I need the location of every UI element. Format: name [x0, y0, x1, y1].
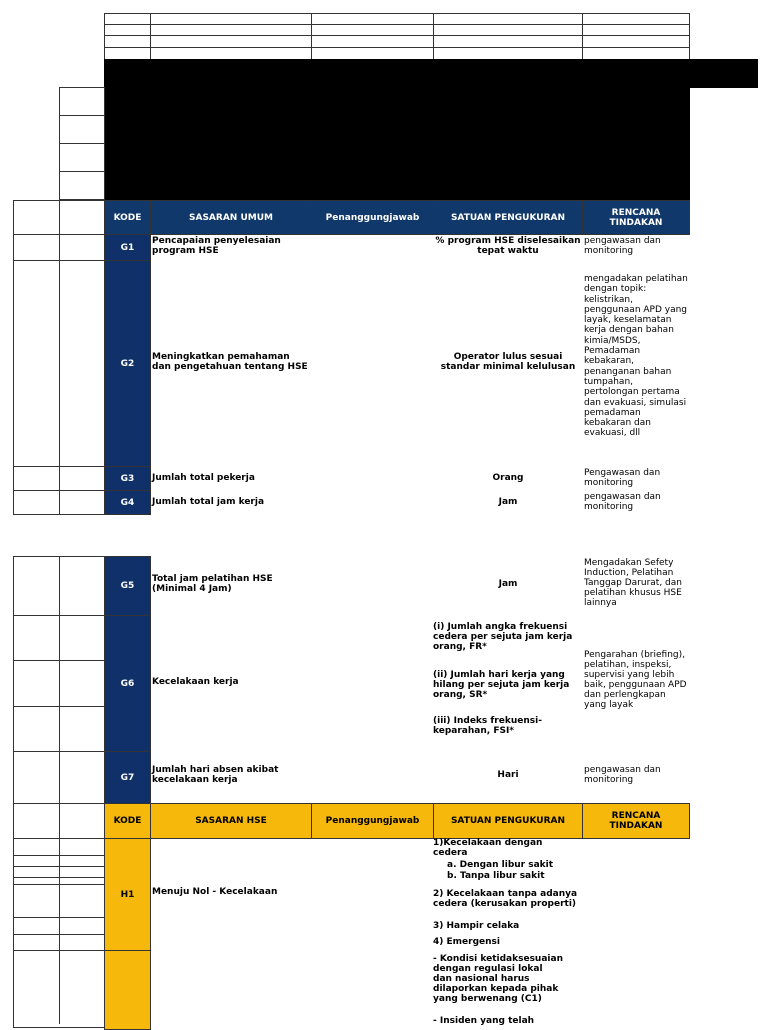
- header-kode: KODE: [104, 200, 151, 235]
- left-cell: [13, 466, 60, 491]
- left-cell: [13, 803, 60, 839]
- code-g6: G6: [104, 615, 151, 752]
- grid-line: [433, 13, 434, 60]
- left-cell: [13, 260, 60, 467]
- grid-line: [13, 660, 105, 661]
- header-satuan: SATUAN PENGUKURAN: [433, 200, 583, 235]
- h1-satuan-1b: b. Tanpa libur sakit: [447, 871, 545, 881]
- header-rencana-hse: RENCANA TINDAKAN: [582, 803, 690, 839]
- code-g2: G2: [104, 260, 151, 467]
- g3-sasaran: Jumlah total pekerja: [152, 473, 255, 483]
- h1-satuan-2: 2) Kecelakaan tanpa adanya cedera (kerusakan properti): [433, 889, 578, 909]
- grid-line: [311, 13, 312, 60]
- code-g1: G1: [104, 234, 151, 261]
- grid-line: [13, 877, 105, 878]
- g3-satuan: Orang: [492, 473, 524, 483]
- header-penanggungjawab-hse: Penanggungjawab: [311, 803, 434, 839]
- h1-satuan-6: - Insiden yang telah: [433, 1016, 535, 1026]
- left-box: [59, 200, 105, 235]
- h1-satuan-3: 3) Hampir celaka: [433, 921, 520, 931]
- grid-line: [59, 143, 105, 144]
- header-penanggungjawab: Penanggungjawab: [311, 200, 434, 235]
- g6-satuan-1: (i) Jumlah angka frekuensi cedera per sejuta jam kerja orang, FR*: [433, 622, 573, 652]
- code-g4: G4: [104, 490, 151, 515]
- g2-rencana: mengadakan pelatihan dengan topik: kelistrikan, penggunaan APD yang layak, keselamatan kerja dengan bahan kimia/MSDS, Pemadaman kebakaran, penanganan bahan tumpahan, pertolongan pertama dan evakuasi, simulasi pemadaman kebakaran dan evakuasi, dll: [584, 274, 688, 439]
- g1-sasaran: Pencapaian penyelesaian program HSE: [152, 236, 281, 256]
- code-h1: H1: [104, 838, 151, 951]
- code-h1-cont: [104, 950, 151, 1030]
- left-cell: [59, 466, 105, 491]
- g1-rencana: pengawasan dan monitoring: [584, 236, 661, 256]
- g5-sasaran: Total jam pelatihan HSE (Minimal 4 Jam): [152, 574, 273, 594]
- g6-satuan-2: (ii) Jumlah hari kerja yang hilang per sejuta jam kerja orang, SR*: [433, 670, 570, 700]
- grid-line: [13, 855, 105, 856]
- grid-line: [582, 13, 583, 60]
- grid-line: [13, 706, 105, 707]
- left-cell: [59, 490, 105, 515]
- h1-satuan-1: 1)Kecelakaan dengan cedera: [433, 838, 543, 858]
- code-g7: G7: [104, 751, 151, 804]
- left-cell: [13, 490, 60, 515]
- h1-satuan-5: - Kondisi ketidaksesuaian dengan regulasi lokal dan nasional harus dilaporkan kepada pihak yang berwenang (C1): [433, 954, 563, 1004]
- top-grid: [104, 13, 690, 60]
- g7-sasaran: Jumlah hari absen akibat kecelakaan kerja: [152, 765, 279, 785]
- g1-satuan: % program HSE diselesaikan tepat waktu: [435, 236, 581, 256]
- left-cell: [59, 803, 105, 839]
- left-cell: [59, 234, 105, 261]
- redacted-block: [104, 59, 690, 200]
- grid-line: [104, 24, 690, 25]
- g5-rencana: Mengadakan Sefety Induction, Pelatihan Tanggap Darurat, dan pelatihan khusus HSE lainnya: [584, 558, 682, 608]
- g6-sasaran: Kecelakaan kerja: [152, 677, 239, 687]
- grid-line: [59, 115, 105, 116]
- grid-line: [13, 884, 105, 885]
- g4-satuan: Jam: [498, 497, 518, 507]
- redacted-block: [690, 59, 758, 88]
- left-box: [13, 200, 60, 235]
- g6-rencana: Pengarahan (briefing), pelatihan, inspeksi, supervisi yang lebih baik, penggunaan APD dan perlengkapan yang layak: [584, 650, 687, 710]
- g5-satuan: Jam: [498, 579, 518, 589]
- code-g3: G3: [104, 466, 151, 491]
- header-rencana: RENCANA TINDAKAN: [582, 200, 690, 235]
- g2-satuan: Operator lulus sesuai standar minimal kelulusan: [440, 352, 576, 372]
- left-cell: [13, 615, 60, 752]
- grid-line: [104, 47, 690, 48]
- h1-satuan-1a: a. Dengan libur sakit: [447, 860, 554, 870]
- g2-sasaran: Meningkatkan pemahaman dan pengetahuan tentang HSE: [152, 352, 308, 372]
- grid-line: [104, 35, 690, 36]
- left-cell: [59, 751, 105, 804]
- g7-rencana: pengawasan dan monitoring: [584, 765, 661, 785]
- left-cell: [59, 615, 105, 752]
- left-cell: [59, 260, 105, 467]
- left-cell: [59, 556, 105, 616]
- g4-rencana: pengawasan dan monitoring: [584, 492, 661, 512]
- code-g5: G5: [104, 556, 151, 616]
- grid-line: [13, 866, 105, 867]
- header-kode-hse: KODE: [104, 803, 151, 839]
- grid-line: [13, 934, 105, 935]
- h1-satuan-4: 4) Emergensi: [433, 937, 500, 947]
- grid-line: [150, 13, 151, 60]
- grid-line: [13, 917, 105, 918]
- header-satuan-hse: SATUAN PENGUKURAN: [433, 803, 583, 839]
- header-sasaran-umum: SASARAN UMUM: [150, 200, 312, 235]
- header-sasaran-hse: SASARAN HSE: [150, 803, 312, 839]
- g6-satuan-3: (iii) Indeks frekuensi-keparahan, FSI*: [433, 716, 542, 736]
- g3-rencana: Pengawasan dan monitoring: [584, 468, 661, 488]
- g4-sasaran: Jumlah total jam kerja: [152, 497, 265, 507]
- left-cell: [13, 556, 60, 616]
- grid-line: [13, 950, 105, 951]
- grid-line: [59, 171, 105, 172]
- g7-satuan: Hari: [497, 770, 519, 780]
- h1-sasaran: Menuju Nol - Kecelakaan: [152, 887, 278, 897]
- left-cell: [13, 751, 60, 804]
- left-cell: [13, 234, 60, 261]
